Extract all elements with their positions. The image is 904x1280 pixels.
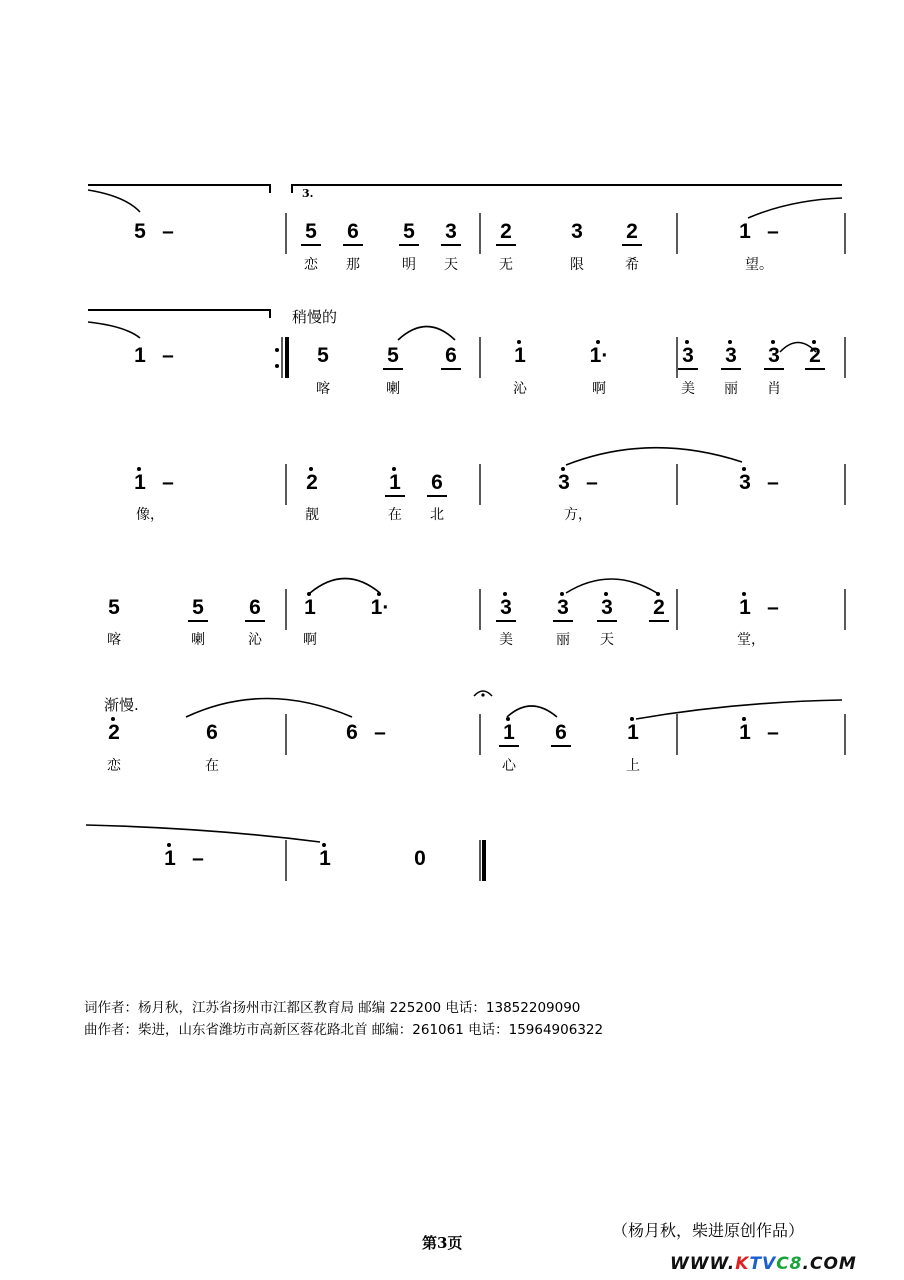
score-note: 1 — [739, 721, 751, 744]
repeat-dot — [275, 364, 279, 368]
attribution: （杨月秋，柴进原创作品） — [612, 1221, 805, 1240]
volta-bracket-2 — [88, 310, 270, 318]
watermark-k: K — [735, 1254, 750, 1274]
lyric-syllable: 肖 — [767, 381, 781, 397]
score-note: 1· — [589, 344, 609, 367]
score-note: 2 — [496, 220, 516, 246]
score-note: – — [162, 220, 174, 243]
score-note: – — [767, 471, 779, 494]
lyric-syllable: 无 — [499, 257, 513, 273]
lyric-syllable: 在 — [388, 507, 402, 523]
high-octave-dot — [685, 340, 689, 344]
high-octave-dot — [322, 843, 326, 847]
high-octave-dot — [377, 592, 381, 596]
lyricist-credit: 词作者：杨月秋，江苏省扬州市江都区教育局 邮编 225200 电话：13852209090 — [84, 1000, 581, 1016]
lyric-syllable: 沁 — [248, 632, 262, 648]
volta-bracket-left — [88, 185, 270, 193]
lyric-syllable: 喇 — [191, 632, 205, 648]
high-octave-dot — [656, 592, 660, 596]
lyric-syllable: 靓 — [305, 507, 319, 523]
high-octave-dot — [604, 592, 608, 596]
score-note: 5 — [108, 596, 120, 619]
high-octave-dot — [137, 467, 141, 471]
lyric-syllable: 恋 — [304, 257, 318, 273]
slur-curve — [566, 448, 742, 465]
high-octave-dot — [596, 340, 600, 344]
lyric-syllable: 沁 — [513, 381, 527, 397]
score-note: 1 — [627, 721, 639, 744]
watermark-www: WWW. — [670, 1254, 736, 1274]
slur-curve — [748, 198, 842, 218]
score-note: 3 — [721, 344, 741, 370]
lyric-syllable: 限 — [570, 257, 584, 273]
lyric-syllable: 方， — [564, 507, 592, 523]
score-note: 3 — [441, 220, 461, 246]
slur-curve — [398, 327, 455, 341]
score-note: 5 — [383, 344, 403, 370]
high-octave-dot — [742, 592, 746, 596]
score-note: 3 — [558, 471, 570, 494]
lyric-syllable: 啊 — [303, 632, 317, 648]
slur-curve — [88, 190, 140, 212]
lyric-syllable: 喀 — [316, 381, 330, 397]
score-note: 6 — [427, 471, 447, 497]
watermark-logo — [670, 1254, 857, 1274]
lyric-syllable: 丽 — [724, 381, 738, 397]
high-octave-dot — [309, 467, 313, 471]
score-note: 1 — [739, 596, 751, 619]
high-octave-dot — [630, 717, 634, 721]
score-note: 1 — [385, 471, 405, 497]
high-octave-dot — [111, 717, 115, 721]
high-octave-dot — [742, 467, 746, 471]
score-note: 6 — [343, 220, 363, 246]
score-note: – — [767, 596, 779, 619]
watermark-tv: TV — [749, 1254, 777, 1274]
lyric-syllable: 望。 — [745, 257, 773, 273]
score-note: – — [374, 721, 386, 744]
score-note: 1 — [134, 344, 146, 367]
lyric-syllable: 明 — [402, 257, 416, 273]
lyric-syllable: 那 — [346, 257, 360, 273]
score-note: 3 — [764, 344, 784, 370]
slur-curve — [566, 579, 657, 593]
score-note: 0 — [414, 847, 426, 870]
lyric-syllable: 心 — [502, 758, 516, 774]
score-note: – — [162, 344, 174, 367]
score-note: 2 — [649, 596, 669, 622]
lyric-syllable: 天 — [600, 632, 614, 648]
watermark-c8: C8 — [776, 1254, 803, 1274]
composer-credit: 曲作者：柴进，山东省潍坊市高新区蓉花路北首 邮编：261061 电话：15964906322 — [84, 1022, 604, 1038]
slur-curve — [507, 706, 557, 717]
score-note: 6 — [346, 721, 358, 744]
score-note: 5 — [301, 220, 321, 246]
lyric-syllable: 希 — [625, 257, 639, 273]
lyric-syllable: 丽 — [556, 632, 570, 648]
page-number: 第3页 — [422, 1234, 463, 1252]
lyric-syllable: 喀 — [107, 632, 121, 648]
high-octave-dot — [812, 340, 816, 344]
high-octave-dot — [771, 340, 775, 344]
high-octave-dot — [307, 592, 311, 596]
score-note: 3 — [571, 220, 583, 243]
lyric-syllable: 上 — [626, 758, 640, 774]
lyric-syllable: 天 — [444, 257, 458, 273]
score-note: – — [767, 220, 779, 243]
lyric-syllable: 像， — [136, 507, 164, 523]
score-note: 2 — [805, 344, 825, 370]
high-octave-dot — [392, 467, 396, 471]
score-note: 1 — [134, 471, 146, 494]
fermata-dot — [481, 693, 484, 696]
slur-curve — [88, 322, 140, 338]
score-note: 1 — [304, 596, 316, 619]
volta-label: 3. — [302, 187, 314, 200]
score-note: 1· — [370, 596, 390, 619]
score-note: 5 — [317, 344, 329, 367]
score-note: 6 — [245, 596, 265, 622]
score-note: 6 — [441, 344, 461, 370]
score-note: 2 — [306, 471, 318, 494]
high-octave-dot — [561, 467, 565, 471]
score-note: 3 — [597, 596, 617, 622]
high-octave-dot — [503, 592, 507, 596]
score-note: 3 — [496, 596, 516, 622]
volta-bracket-3 — [292, 185, 842, 193]
slur-curve — [186, 699, 352, 718]
high-octave-dot — [728, 340, 732, 344]
score-note: 3 — [739, 471, 751, 494]
score-note: 5 — [399, 220, 419, 246]
high-octave-dot — [167, 843, 171, 847]
lyric-syllable: 北 — [430, 507, 444, 523]
score-note: 2 — [108, 721, 120, 744]
high-octave-dot — [560, 592, 564, 596]
score-note: 5 — [134, 220, 146, 243]
score-note: 1 — [164, 847, 176, 870]
score-note: 3 — [678, 344, 698, 370]
score-note: 5 — [188, 596, 208, 622]
lyric-syllable: 堂， — [737, 632, 765, 648]
watermark-com: .COM — [802, 1254, 857, 1274]
lyric-syllable: 恋 — [107, 758, 121, 774]
slur-curve — [86, 825, 320, 842]
high-octave-dot — [742, 717, 746, 721]
score-note: – — [162, 471, 174, 494]
slur-curve — [310, 579, 380, 594]
lyric-syllable: 美 — [681, 381, 695, 397]
score-note: 1 — [319, 847, 331, 870]
score-note: 3 — [553, 596, 573, 622]
lyric-syllable: 美 — [499, 632, 513, 648]
lyric-syllable: 喇 — [386, 381, 400, 397]
tempo-marking-ritardando: 渐慢. — [104, 696, 139, 714]
lyric-syllable: 啊 — [592, 381, 606, 397]
score-note: 2 — [622, 220, 642, 246]
high-octave-dot — [506, 717, 510, 721]
score-note: 6 — [206, 721, 218, 744]
score-note: – — [192, 847, 204, 870]
repeat-dot — [275, 348, 279, 352]
score-note: 1 — [514, 344, 526, 367]
lyric-syllable: 在 — [205, 758, 219, 774]
slur-curve — [636, 700, 842, 719]
score-note: 6 — [551, 721, 571, 747]
score-note: – — [586, 471, 598, 494]
high-octave-dot — [517, 340, 521, 344]
score-note: – — [767, 721, 779, 744]
score-note: 1 — [739, 220, 751, 243]
score-note: 1 — [499, 721, 519, 747]
tempo-marking-slower: 稍慢的 — [292, 308, 338, 326]
